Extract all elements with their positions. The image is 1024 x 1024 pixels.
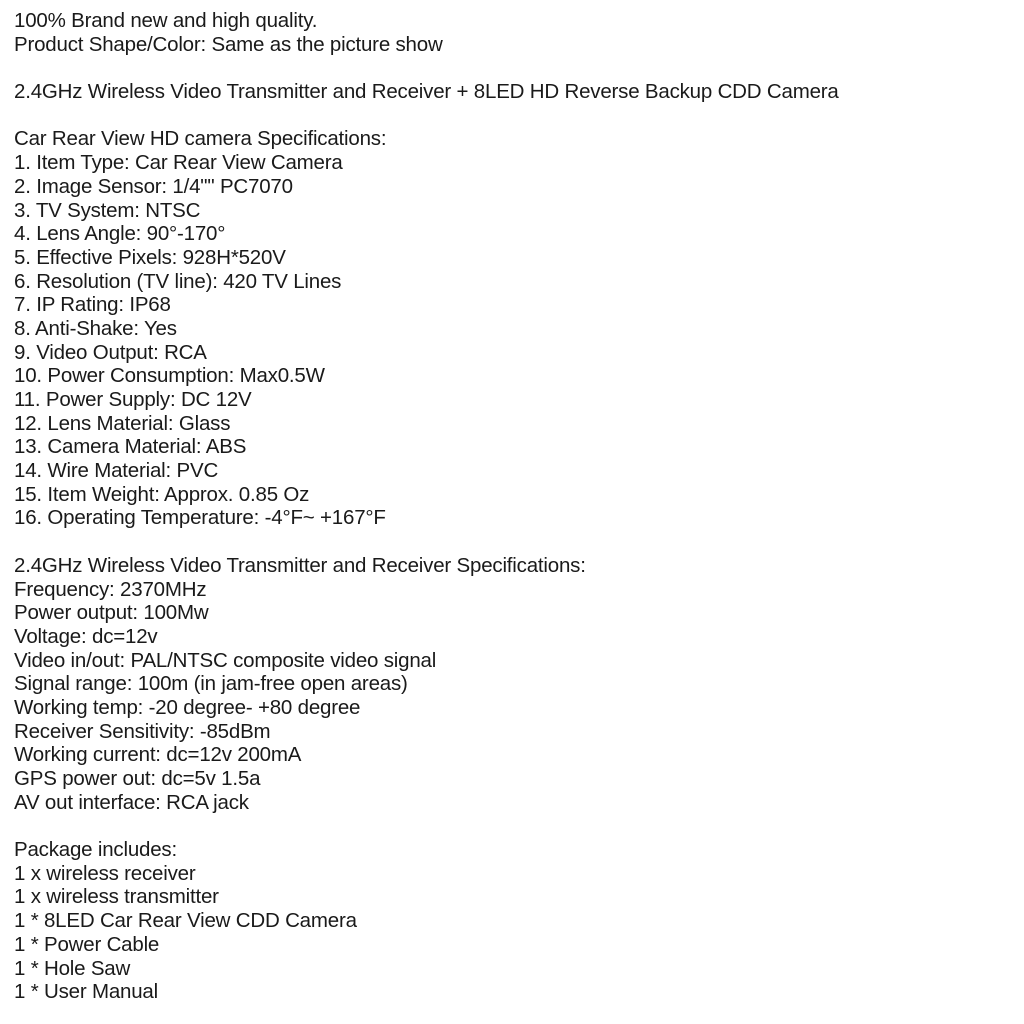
text-line: Product Shape/Color: Same as the picture show — [14, 32, 443, 56]
text-line: 15. Item Weight: Approx. 0.85 Oz — [14, 482, 310, 506]
text-line: AV out interface: RCA jack — [14, 790, 249, 814]
text-line: GPS power out: dc=5v 1.5a — [14, 767, 261, 790]
text-line — [14, 56, 1014, 80]
text-line: Frequency: 2370MHz — [14, 577, 207, 601]
text-line: 12. Lens Material: Glass — [14, 411, 231, 435]
text-line: 4. Lens Angle: 90°-170° — [14, 222, 226, 246]
text-line: 1 * Hole Saw — [14, 956, 131, 980]
text-line: Voltage: dc=12v — [14, 624, 158, 648]
text-line: 1. Item Type: Car Rear View Camera — [14, 151, 343, 175]
text-line: 5. Effective Pixels: 928H*520V — [14, 245, 286, 269]
text-line: 3. TV System: NTSC — [14, 198, 201, 222]
text-line: 1 * Power Cable — [14, 932, 160, 956]
text-line: 100% Brand new and high quality. — [14, 9, 318, 32]
text-line: Car Rear View HD camera Specifications: — [14, 127, 387, 151]
text-line: 9. Video Output: RCA — [14, 340, 207, 364]
text-line — [14, 104, 1014, 128]
text-line: 2. Image Sensor: 1/4"" PC7070 — [14, 174, 293, 198]
text-line: Signal range: 100m (in jam-free open areas) — [14, 672, 408, 696]
text-line: Receiver Sensitivity: -85dBm — [14, 719, 271, 743]
text-line: Working current: dc=12v 200mA — [14, 743, 302, 767]
text-line: Package includes: — [14, 838, 177, 862]
text-line: 2.4GHz Wireless Video Transmitter and Receiver Specifications: — [14, 553, 586, 577]
text-line: 6. Resolution (TV line): 420 TV Lines — [14, 269, 342, 293]
text-line: 1 x wireless transmitter — [14, 885, 219, 909]
text-line: 2.4GHz Wireless Video Transmitter and Receiver + 8LED HD Reverse Backup CDD Camera — [14, 80, 839, 104]
text-line: Video in/out: PAL/NTSC composite video signal — [14, 648, 437, 672]
text-line: 1 * User Manual — [14, 980, 158, 1004]
text-line — [14, 530, 1014, 554]
text-line: 7. IP Rating: IP68 — [14, 293, 171, 317]
text-line: 8. Anti-Shake: Yes — [14, 316, 177, 340]
text-line: 13. Camera Material: ABS — [14, 435, 247, 459]
text-line: 10. Power Consumption: Max0.5W — [14, 364, 325, 388]
text-line: 1 * 8LED Car Rear View CDD Camera — [14, 909, 357, 933]
text-line: 14. Wire Material: PVC — [14, 459, 219, 483]
text-line: Power output: 100Mw — [14, 601, 209, 625]
text-line: 1 x wireless receiver — [14, 861, 196, 885]
text-line: 11. Power Supply: DC 12V — [14, 388, 252, 411]
text-line: 16. Operating Temperature: -4°F~ +167°F — [14, 506, 386, 530]
text-line — [14, 814, 1014, 838]
text-line: Working temp: -20 degree- +80 degree — [14, 695, 361, 719]
